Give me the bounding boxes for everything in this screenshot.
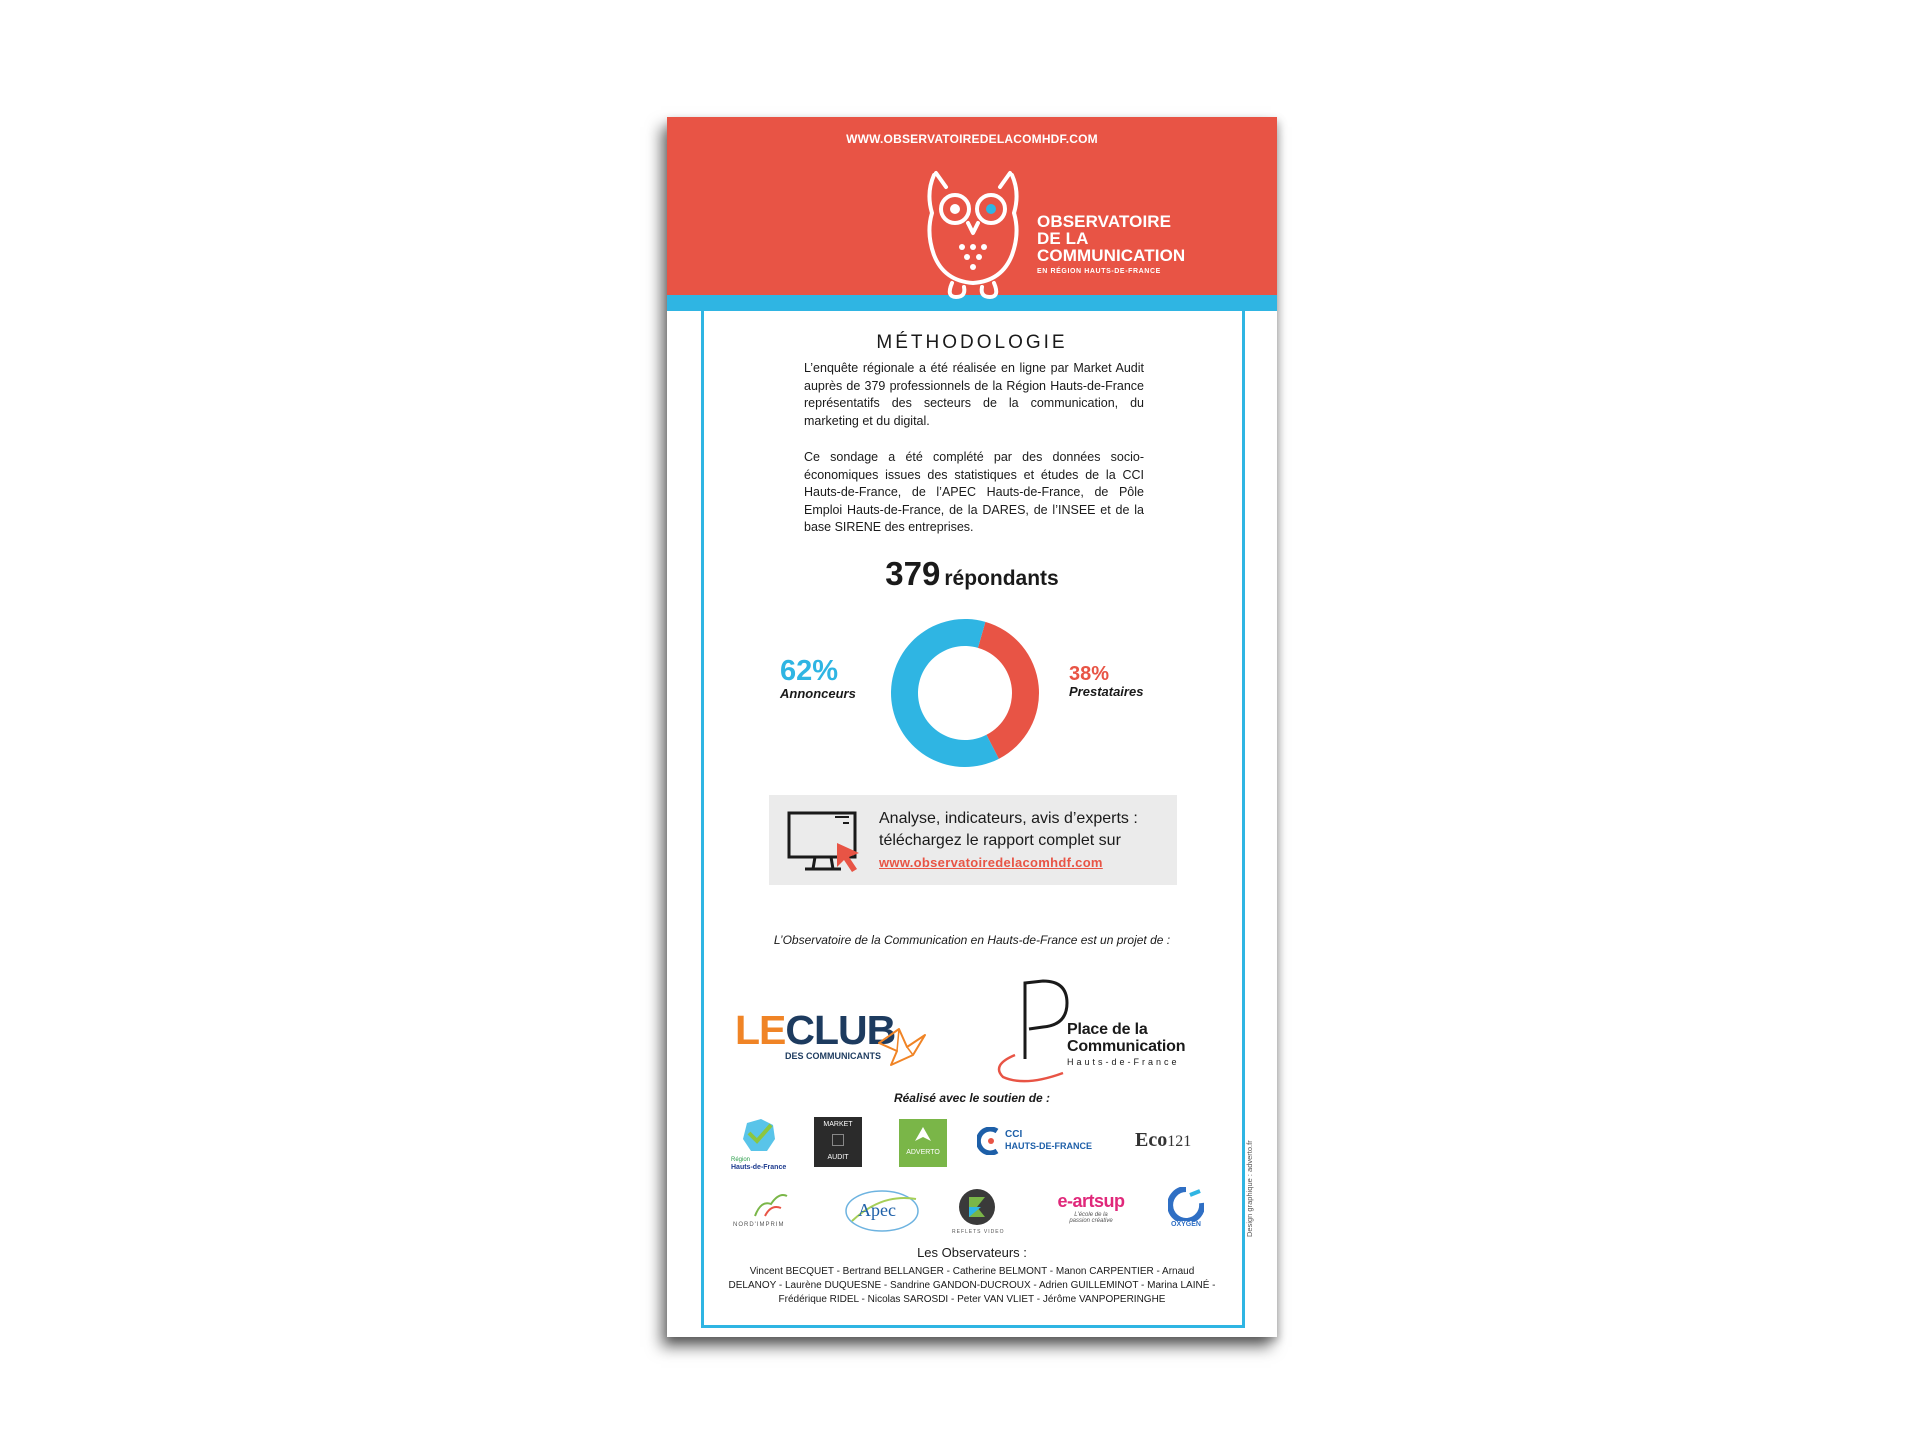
download-box (769, 795, 1177, 885)
prestataires-label: Prestataires (1069, 684, 1144, 699)
market-audit-mark-icon (832, 1134, 844, 1146)
prestataires-percent: 38% (1069, 663, 1110, 685)
oxygen-logo (1164, 1187, 1208, 1237)
eco121-logo (1135, 1129, 1191, 1152)
market-label: MARKET (823, 1121, 853, 1128)
observers-list: Vincent BECQUET - Bertrand BELLANGER - Catherine BELMONT - Manon CARPENTIER - Arnaud DELANOY - Laurène DUQUESNE - Sandrine GANDON-DUCROUX - Adrien GUILLEMINOT - Marina LAINÉ - Frédérique RIDEL - Nicolas SAROSDI - Peter VAN VLIET - Jérôme VANPOPERINGHE (728, 1266, 1216, 1305)
download-line-1: Analyse, indicateurs, avis d’experts : (879, 810, 1138, 827)
annonceurs-percent: 62% (780, 655, 839, 687)
region-map-icon (739, 1117, 779, 1155)
place-line-1: Place de la (1067, 1021, 1148, 1038)
methodology-paragraph-2: Ce sondage a été complété par des données socio-économiques issues des statistiques et études de la CCI Hauts-de-France, de l’APEC Hauts-de-France, de Pôle Emploi Hauts-de-France, de la DARES, de l’INSEE et de la base SIRENE des entreprises. (804, 450, 1144, 535)
project-intro: L’Observatoire de la Communication en Hauts-de-France est un projet de : (773, 933, 1171, 947)
oxygen-mark-icon (1168, 1187, 1204, 1221)
cci-region-label: HAUTS-DE-FRANCE (1005, 1141, 1092, 1151)
respondents-count: 379 (885, 555, 941, 592)
respondents-donut-chart (889, 617, 1041, 769)
brand-line-2: DE LA (1037, 229, 1089, 248)
nord-imprim-label: NORD'IMPRIM (733, 1222, 785, 1228)
methodology-paragraph-1: L’enquête régionale a été réalisée en ligne par Market Audit auprès de 379 professionnels de la Région Hauts-de-France représentatifs des secteurs de la communication, du marketing et du digital. (804, 361, 1144, 428)
brand-line-1: OBSERVATOIRE (1037, 212, 1172, 231)
eco-number: 121 (1167, 1133, 1192, 1150)
cci-hdf-logo (977, 1127, 1097, 1161)
prestataires-stat (1069, 663, 1143, 699)
place-sub: Hauts-de-France (1067, 1057, 1180, 1067)
respondents-heading (667, 555, 1277, 593)
adverto-label: ADVERTO (906, 1149, 940, 1156)
observers-title: Les Observateurs : (917, 1245, 1027, 1260)
brand-name (1037, 213, 1185, 275)
region-label-1: Région (731, 1157, 751, 1163)
reflets-video-logo (952, 1187, 1005, 1237)
download-link[interactable]: www.observatoiredelacomhdf.com (879, 855, 1103, 870)
respondents-label: répondants (944, 567, 1059, 590)
adverto-arrow-icon (913, 1125, 933, 1147)
eco-label: Eco (1135, 1129, 1168, 1151)
place-communication-text (1067, 1021, 1185, 1067)
cci-mark-icon (977, 1127, 1003, 1155)
apec-label: Apec (858, 1200, 896, 1220)
oxygen-label: OXYGEN (1171, 1221, 1201, 1228)
brand-line-3: COMMUNICATION (1037, 246, 1186, 265)
audit-label: AUDIT (827, 1154, 849, 1161)
adverto-logo (899, 1119, 947, 1167)
design-credit: Design graphique : adverto.fr (1245, 1140, 1254, 1237)
leclub-club: CLUB (785, 1007, 896, 1053)
monitor-cursor-icon (785, 807, 861, 879)
region-label-2: Hauts-de-France (731, 1164, 787, 1171)
eartsup-tagline-2: passion créative (1069, 1218, 1113, 1224)
annonceurs-label: Annonceurs (780, 686, 856, 701)
region-hdf-logo (731, 1117, 793, 1177)
reflets-video-icon (957, 1187, 997, 1227)
download-text (879, 808, 1138, 874)
owl-logo-icon (922, 163, 1024, 303)
support-intro: Réalisé avec le soutien de : (893, 1091, 1051, 1105)
apec-logo (842, 1185, 922, 1235)
leclub-logo (735, 1007, 896, 1061)
methodology-title: MÉTHODOLOGIE (876, 332, 1068, 353)
place-line-2: Communication (1067, 1038, 1186, 1055)
leclub-le: LE (735, 1007, 786, 1053)
eartsup-label: e-artsup (1057, 1191, 1125, 1211)
download-line-2: téléchargez le rapport complet sur (879, 832, 1121, 849)
market-audit-logo (814, 1117, 862, 1167)
nord-imprim-leaf-icon (751, 1190, 791, 1218)
nord-imprim-logo (733, 1190, 807, 1236)
leclub-sub: DES COMMUNICANTS (785, 1051, 881, 1061)
eartsup-tagline-1: L'école de la (1074, 1212, 1108, 1218)
brand-subtitle: EN RÉGION HAUTS-DE-FRANCE (1037, 268, 1161, 275)
eartsup-logo (1045, 1191, 1137, 1235)
flyer (667, 117, 1277, 1337)
cci-label: CCI (1005, 1129, 1023, 1140)
site-url[interactable]: WWW.OBSERVATOIREDELACOMHDF.COM (846, 132, 1098, 146)
annonceurs-stat (780, 655, 856, 701)
origami-bird-icon (877, 1025, 927, 1069)
reflets-label: REFLETS VIDEO (952, 1229, 1005, 1235)
